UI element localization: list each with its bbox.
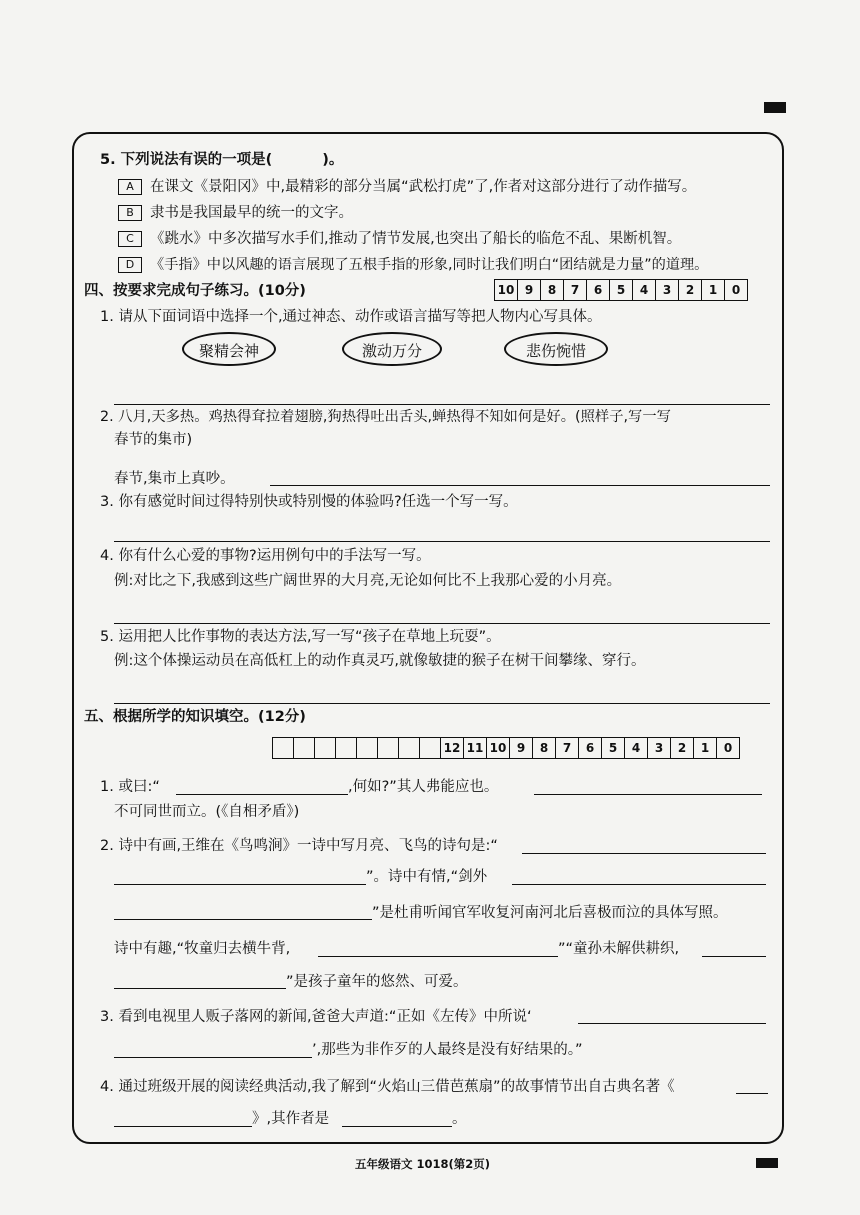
page-footer: 五年级语文 1018(第2页) [355,1157,491,1171]
score-cell[interactable]: 6 [587,280,610,300]
s5-q2-a: 2. 诗中有画,王维在《鸟鸣涧》一诗中写月亮、飞鸟的诗句是:“ [100,838,498,854]
score-cell[interactable]: 9 [510,738,533,758]
s5-q2-d: 诗中有趣,“牧童归去横牛背, [114,941,291,957]
score-cell[interactable]: 9 [518,280,541,300]
score-cell-blank[interactable] [378,738,399,758]
q5-option-b[interactable]: B 隶书是我国最早的统一的文字。 [118,203,353,223]
score-cell[interactable]: 3 [648,738,671,758]
score-cell[interactable]: 0 [717,738,740,758]
registration-mark-top [764,102,786,113]
fill-blank[interactable] [114,988,286,989]
score-cell[interactable]: 5 [610,280,633,300]
option-letter: D [118,257,142,273]
s4-q2-line2: 春节的集市) [114,432,193,448]
fill-blank[interactable] [702,956,766,957]
score-cell[interactable]: 7 [556,738,579,758]
s5-q4-a: 4. 通过班级开展的阅读经典活动,我了解到“火焰山三借芭蕉扇”的故事情节出自古典名著《 [100,1079,675,1095]
score-cell[interactable]: 1 [702,280,725,300]
score-cell-blank[interactable] [315,738,336,758]
word-oval-3: 悲伤惋惜 [504,332,608,366]
s5-q3-b: ’,那些为非作歹的人最终是没有好结果的。” [312,1042,583,1058]
s4-q4: 4. 你有什么心爱的事物?运用例句中的手法写一写。 [100,548,431,564]
score-cell[interactable]: 5 [602,738,625,758]
score-cell[interactable]: 0 [725,280,748,300]
q5-stem: 5. 下列说法有误的一项是( )。 [100,152,344,168]
s5-q4-b: 》,其作者是 [252,1111,330,1127]
answer-line[interactable] [114,623,770,624]
answer-line[interactable] [114,703,770,704]
fill-blank[interactable] [318,956,558,957]
s5-q2-e: ”“童孙未解供耕织, [558,941,680,957]
q5-option-d[interactable]: D 《手指》中以风趣的语言展现了五根手指的形象,同时让我们明白“团结就是力量”的道理。 [118,255,708,275]
score-cell[interactable]: 6 [579,738,602,758]
fill-blank[interactable] [114,884,366,885]
score-cell[interactable]: 8 [541,280,564,300]
q5-option-a[interactable]: A 在课文《景阳冈》中,最精彩的部分当属“武松打虎”了,作者对这部分进行了动作描写。 [118,177,696,197]
answer-line[interactable] [114,541,770,542]
s4-q2-prompt: 春节,集市上真吵。 [114,471,235,487]
section5-title: 五、根据所学的知识填空。(12分) [84,709,306,725]
s5-q1-a: 1. 或曰:“ [100,779,160,795]
s5-q2-f: ”是孩子童年的悠然、可爱。 [286,974,468,990]
word-oval-2: 激动万分 [342,332,442,366]
score-cell-blank[interactable] [294,738,315,758]
fill-blank[interactable] [578,1023,766,1024]
registration-mark-bottom [756,1158,778,1168]
score-cell[interactable]: 8 [533,738,556,758]
score-cell[interactable]: 4 [625,738,648,758]
score-cell-blank[interactable] [273,738,294,758]
fill-blank[interactable] [534,794,762,795]
s5-q4-c: 。 [452,1111,467,1127]
fill-blank[interactable] [114,1126,252,1127]
q5-option-c[interactable]: C 《跳水》中多次描写水手们,推动了情节发展,也突出了船长的临危不乱、果断机智。 [118,229,681,249]
s5-q2-c: ”是杜甫听闻官军收复河南河北后喜极而泣的具体写照。 [372,905,728,921]
s4-q2-line1: 2. 八月,天多热。鸡热得耷拉着翅膀,狗热得吐出舌头,蝉热得不知如何是好。(照样子,写一写 [100,409,671,425]
section4-score-grid [494,279,748,301]
s4-q5-example: 例:这个体操运动员在高低杠上的动作真灵巧,就像敏捷的猴子在树干间攀缘、穿行。 [114,653,646,669]
s4-q5: 5. 运用把人比作事物的表达方法,写一写“孩子在草地上玩耍”。 [100,629,501,645]
s5-q1-b: ,何如?”其人弗能应也。 [348,779,499,795]
s4-q1: 1. 请从下面词语中选择一个,通过神态、动作或语言描写等把人物内心写具体。 [100,309,602,325]
fill-blank[interactable] [736,1093,768,1094]
fill-blank[interactable] [114,919,372,920]
score-cell[interactable]: 3 [656,280,679,300]
score-cell[interactable]: 2 [679,280,702,300]
score-cell-blank[interactable] [420,738,441,758]
score-cell[interactable]: 1 [694,738,717,758]
fill-blank[interactable] [522,853,766,854]
fill-blank[interactable] [114,1057,312,1058]
fill-blank[interactable] [342,1126,452,1127]
option-letter: A [118,179,142,195]
score-cell-blank[interactable] [336,738,357,758]
option-letter: C [118,231,142,247]
s5-q1-c: 不可同世而立。(《自相矛盾》) [114,804,300,820]
score-cell[interactable]: 2 [671,738,694,758]
section5-score-grid [272,737,740,759]
score-cell[interactable]: 10 [487,738,510,758]
score-cell[interactable]: 7 [564,280,587,300]
score-cell[interactable]: 4 [633,280,656,300]
answer-line[interactable] [114,404,770,405]
option-letter: B [118,205,142,221]
score-cell[interactable]: 11 [464,738,487,758]
section4-title: 四、按要求完成句子练习。(10分) [84,283,306,299]
score-cell-blank[interactable] [357,738,378,758]
s4-q4-example: 例:对比之下,我感到这些广阔世界的大月亮,无论如何比不上我那心爱的小月亮。 [114,573,622,589]
s4-q3: 3. 你有感觉时间过得特别快或特别慢的体验吗?任选一个写一写。 [100,494,518,510]
score-cell[interactable]: 12 [441,738,464,758]
score-cell-blank[interactable] [399,738,420,758]
answer-line[interactable] [270,485,770,486]
word-oval-1: 聚精会神 [182,332,276,366]
fill-blank[interactable] [512,884,766,885]
s5-q2-b: ”。诗中有情,“剑外 [366,869,488,885]
fill-blank[interactable] [176,794,348,795]
score-cell[interactable]: 10 [495,280,518,300]
s5-q3-a: 3. 看到电视里人贩子落网的新闻,爸爸大声道:“正如《左传》中所说‘ [100,1009,532,1025]
